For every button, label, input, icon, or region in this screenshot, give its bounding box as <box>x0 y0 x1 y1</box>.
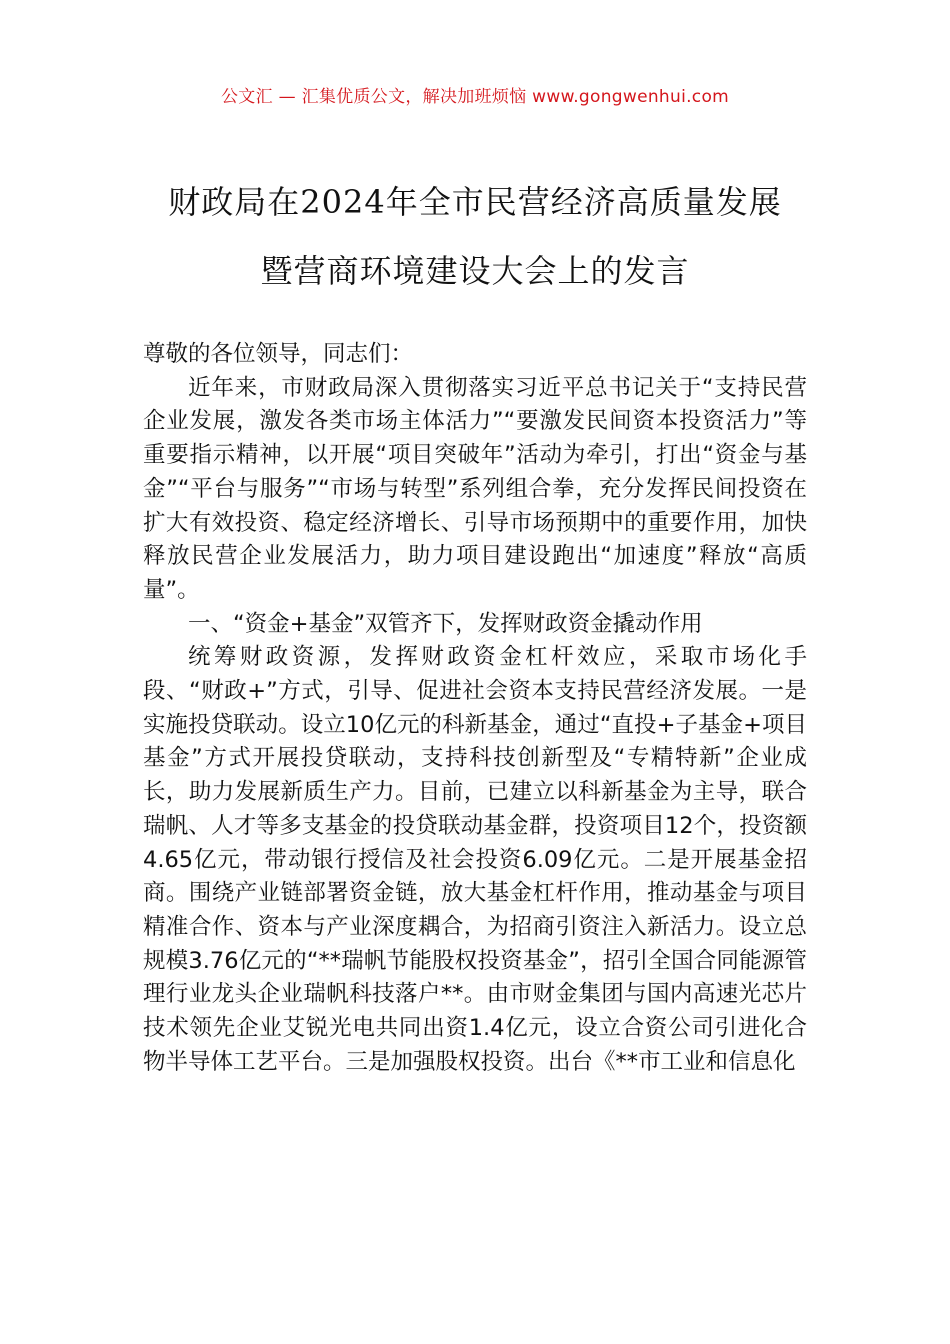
document-title-line-2: 暨营商环境建设大会上的发言 <box>260 252 690 290</box>
paragraph-intro: 近年来，市财政局深入贯彻落实习近平总书记关于“支持民营企业发展，激发各类市场主体活力”“要激发民间资本投资活力”等重要指示精神，以开展“项目突破年”活动为牵引，打出“资金与基金”“平台与服务”“市场与转型”系列组合拳，充分发挥民间投资在扩大有效投资、稳定经济增长、引导市场预期中的重要作用，加快释放民营企业发展活力，助力项目建设跑出“加速度”释放“高质量”。 <box>143 374 807 603</box>
header-banner: 公文汇 — 汇集优质公文，解决加班烦恼 www.gongwenhui.com <box>220 87 730 107</box>
section-heading-1: 一、“资金+基金”双管齐下，发挥财政资金撬动作用 <box>188 610 703 637</box>
document-body <box>143 338 807 1079</box>
document-title-line-1: 财政局在2024年全市民营经济高质量发展 <box>168 183 782 221</box>
salutation: 尊敬的各位领导，同志们： <box>143 341 414 367</box>
paragraph-section-1: 统筹财政资源，发挥财政资金杠杆效应，采取市场化手段、“财政+”方式，引导、促进社会资本支持民营经济发展。一是实施投贷联动。设立10亿元的科新基金，通过“直投+子基金+项目基金”方式开展投贷联动，支持科技创新型及“专精特新”企业成长，助力发展新质生产力。目前，已建立以科新基金为主导，联合瑞帆、人才等多支基金的投贷联动基金群，投资项目12个，投资额4.65亿元，带动银行授信及社会投资6.09亿元。二是开展基金招商。围绕产业链部署资金链，放大基金杠杆作用，推动基金与项目精准合作、资本与产业深度耦合，为招商引资注入新活力。设立总规模3.76亿元的“**瑞帆节能股权投资基金”，招引全国合同能源管理行业龙头企业瑞帆科技落户**。由市财金集团与国内高速光芯片技术领先企业艾锐光电共同出资1.4亿元，设立合资公司引进化合物半导体工艺平台。三是加强股权投资。出台《**市工业和信息化 <box>143 644 807 1075</box>
